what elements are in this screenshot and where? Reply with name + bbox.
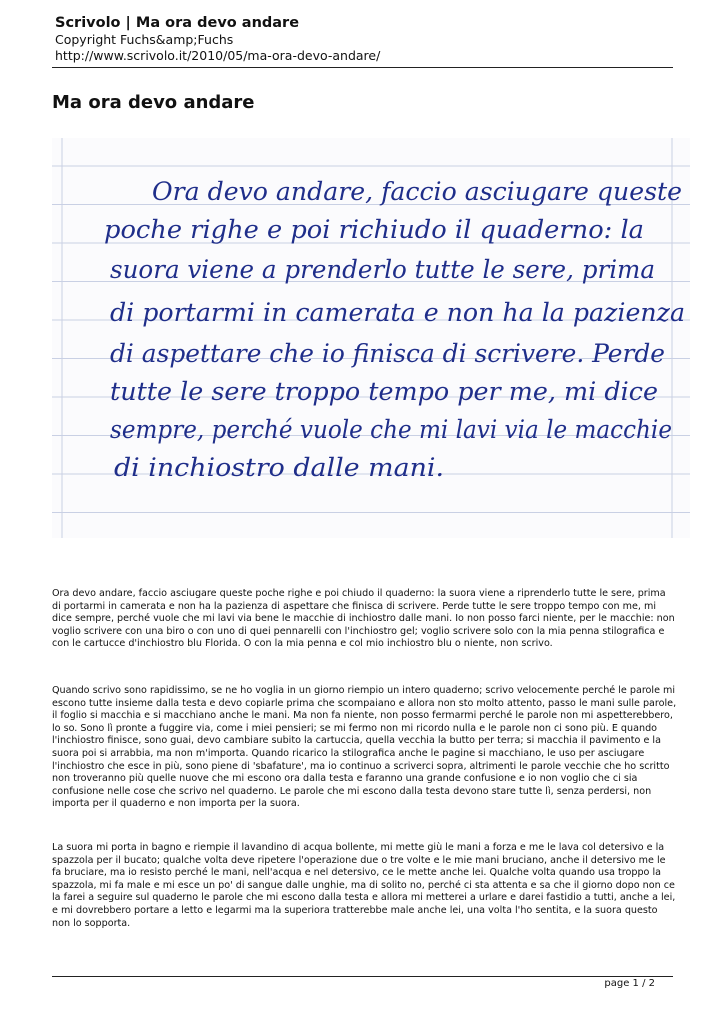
- article-paragraph: Quando scrivo sono rapidissimo, se ne ho voglia in un giorno riempio un intero quaderno; scrivo velocemente perché le parole mi escono tutte insieme dalla testa e devo copiarle prima che scompaiano e allora non sto molto attento, passo le mani sulle parole, il foglio si macchia e si macchiano anche le mani. Ma non fa niente, non posso fermarmi perché le parole non mi aspetterebbero, lo so. Sono lì pronte a fuggire via, come i miei pensieri; se mi fermo non mi ricordo nulla e le parole non ci sono più. E quando l'inchiostro finisce, sono guai, devo cambiare subito la cartuccia, quella vecchia la butto per terra; si macchia il pavimento e la suora poi si arrabbia, ma non m'importa. Quando ricarico la stilografica anche le pagine si macchiano, le uso per asciugare l'inchiostro che esce in più, sono piene di 'sbafature', ma io continuo a scriverci sopra, altrimenti le parole vecchie che ho scritto non troveranno più quelle nuove che mi escono ora dalla testa e faranno una grande confusione e io non voglio che ci sia confusione nelle cose che scrivo nel quaderno. Le parole che mi escono dalla testa devono stare tutte lì, senza perdersi, non importa per il quaderno e non importa per la suora.: [52, 685, 677, 810]
- copyright-line: Copyright Fuchs&amp;Fuchs: [55, 32, 234, 47]
- header-divider: [52, 67, 673, 68]
- handwriting-line: poche righe e poi richiudo il quaderno: la: [104, 215, 644, 244]
- handwriting-line: di inchiostro dalle mani.: [114, 453, 444, 482]
- footer-divider: [52, 976, 673, 977]
- handwriting-line: tutte le sere troppo tempo per me, mi dice: [110, 377, 658, 406]
- handwriting-line: di portarmi in camerata e non ha la pazienza: [110, 298, 685, 327]
- handwriting-line: sempre, perché vuole che mi lavi via le macchie: [110, 415, 672, 444]
- handwriting-line: di aspettare che io finisca di scrivere. Perde: [110, 339, 665, 368]
- handwritten-notebook-image: [52, 138, 690, 538]
- handwriting-line: Ora devo andare, faccio asciugare queste: [152, 177, 682, 206]
- article-paragraph: La suora mi porta in bagno e riempie il lavandino di acqua bollente, mi mette giù le mani a forza e me le lava col detersivo e la spazzola per il bucato; qualche volta deve ripetere l'operazione due o tre volte e le mie mani bruciano, anche il detersivo me le fa bruciare, ma io resisto perché le mani, nell'acqua e nel detersivo, ce le mette anche lei. Qualche volta quando usa troppo la spazzola, mi fa male e mi esce un po' di sangue dalle unghie, ma di solito no, perché ci sta attenta e sa che il giorno dopo non ce la farei a seguire sul quaderno le parole che mi escono dalla testa e allora mi metterei a urlare e darei fastidio a tutti, anche a lei, e mi dovrebbero portare a letto e legarmi ma la superiora tratterebbe male anche lei, una volta l'ho sentita, e la suora questo non lo sopporta.: [52, 842, 676, 929]
- article-title: Ma ora devo andare: [52, 92, 255, 113]
- article-paragraph: Ora devo andare, faccio asciugare queste poche righe e poi chiudo il quaderno: la suora viene a riprenderlo tutte le sere, prima di portarmi in camerata e non ha la pazienza di aspettare che finisca di scrivere. Perde tutte le sere troppo tempo con me, mi dice sempre, perché vuole che mi lavi via bene le macchie di inchiostro dalle mani. Io non posso farci niente, per le macchie: non voglio scrivere con una biro o con uno di quei pennarelli con l'inchiostro gel; voglio scrivere solo con la mia penna stilografica e con le cartucce d'inchiostro blu Florida. O con la mia penna e col mio inchiostro blu o niente, non scrivo.: [52, 588, 675, 650]
- site-title: Scrivolo | Ma ora devo andare: [55, 15, 300, 31]
- document-header: [55, 14, 675, 64]
- handwriting-line: suora viene a prenderlo tutte le sere, prima: [110, 255, 655, 284]
- source-url: http://www.scrivolo.it/2010/05/ma-ora-devo-andare/: [55, 48, 381, 63]
- page-number: page 1 / 2: [604, 978, 655, 989]
